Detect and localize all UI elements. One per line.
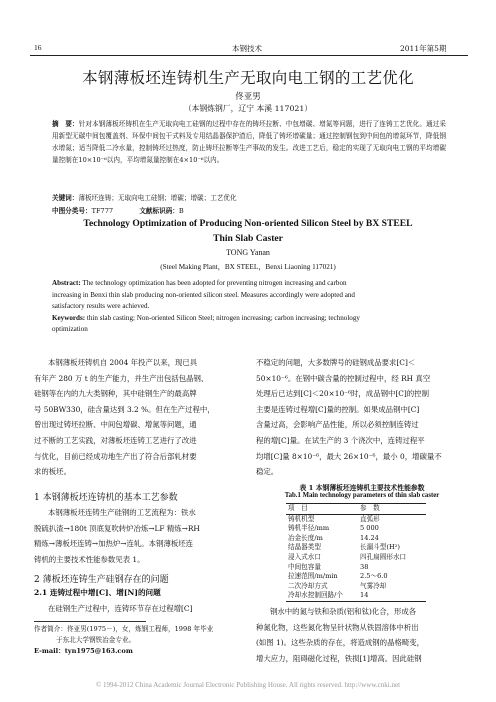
clc-label: 中图分类号：: [52, 207, 92, 215]
table-cell: 长漏斗型(H²): [360, 543, 400, 552]
text-line: 铸机的主要技术性能参数见表 1。: [34, 554, 145, 564]
table-cell: 冶金长度/m: [288, 533, 323, 542]
section-2-1-heading: 2.1 连铸过程中增[C]、增[N]的问题: [34, 588, 161, 597]
table-cell: 铸机机型: [288, 514, 315, 523]
abstract-en-line3: satisfactory results were achieved.: [52, 302, 150, 310]
footnote-school: 于东北大学钢铁冶金专业。: [56, 636, 136, 644]
abstract-cn: [52, 118, 446, 166]
table-title-cn: 表 1 本钢薄板坯连铸机主要技术性能参数: [299, 484, 425, 492]
section-1-heading: 1 本钢薄板坯连铸机的基本工艺参数: [34, 493, 178, 503]
journal-name: 本钢技术: [232, 44, 262, 53]
keywords-en-line1: [52, 313, 446, 325]
table-cell: 14.24: [360, 533, 379, 542]
table-cell: 浸入式水口: [288, 552, 321, 561]
keywords-cn: [52, 192, 446, 204]
table-header-cell: 参 数: [360, 504, 380, 512]
table-row: [286, 591, 426, 601]
text-line: 号 50BW330，硅含量达到 3.2 %。但在生产过程中，: [34, 404, 215, 414]
table-row: [286, 534, 426, 544]
doc-code-label: 文献标识码：: [139, 207, 179, 215]
affiliation-cn: （本钢炼钢厂，辽宁 本溪 117021）: [183, 104, 313, 113]
table-header-row: [286, 504, 426, 515]
clc-value: TF777: [91, 207, 114, 215]
abstract-en-line2: increasing in Benxi thin slab producing non-oriented silicon steel. Measures accordingly were adopted and: [52, 290, 355, 299]
text-line: 50×10⁻⁶。在钢中碳含量的控制过程中，经 RH 真空: [256, 373, 431, 383]
affiliation-en: (Steel Making Plant，BX STEEL，Benxi Liaoning 117021): [160, 263, 336, 271]
article-title-en-line2: Thin Slab Caster: [213, 233, 283, 244]
text-line: 曾出现过铸坯拉断、中间包增碳、增氮等问题，通: [34, 420, 197, 430]
article-title-en-line1: Technology Optimization of Producing Non-oriented Silicon Steel by BX STEEL: [83, 218, 413, 229]
text-line: 过不断的工艺实践，对薄板坯连铸工艺进行了改进: [34, 435, 197, 445]
table-cell: 气雾冷却: [360, 581, 387, 590]
text-line: (如图 1)。这些杂质的存在，将造成钢的晶格畸变，: [256, 638, 425, 648]
keywords-cn-label: 关键词：: [52, 194, 79, 202]
article-title-cn: 本钢薄板坯连铸机生产无取向电工钢的工艺优化: [82, 69, 414, 87]
table-row: [286, 553, 426, 563]
table-cell: 中间包容量: [288, 562, 321, 571]
table-cell: 5 000: [360, 524, 379, 533]
text-line: 均增[C]量 8×10⁻⁶，最大 26×10⁻⁶，最小 0，增碳量不: [256, 451, 442, 461]
text-line: 处理后已达到[C]＜20×10⁻⁶时，成品钢中[C]的控制: [256, 389, 429, 399]
abstract-cn-label: 摘 要：: [52, 120, 79, 128]
text-line: 稳定。: [256, 467, 279, 477]
table-cell: 2.5～6.0: [360, 572, 388, 581]
left-paragraph-3: [34, 601, 248, 617]
text-line: 有年产 280 万 t 的生产能力，并生产出包括包晶钢、: [34, 373, 209, 383]
text-line: 与优化，目前已经成功地生产出了符合后部轧材要: [34, 451, 197, 461]
keywords-en-line2: optimization: [52, 325, 88, 333]
abstract-en-line1: [52, 278, 446, 290]
footnote-author: 作者简介：佟亚男(1975－)，女，炼钢工程师，1998 年毕业: [34, 625, 214, 633]
author-en: TONG Yanan: [226, 248, 270, 257]
table-row: [286, 572, 426, 582]
doc-code-value: B: [178, 207, 184, 215]
right-paragraph-2: [256, 604, 468, 666]
table-cell: 38: [360, 562, 369, 571]
table-row: [286, 514, 426, 524]
text-line: 本钢薄板坯连铸生产硅钢的工艺流程为：铁水: [48, 508, 196, 517]
journal-issue: 2011年第5期: [400, 44, 447, 53]
keywords-en-label: Keywords:: [52, 313, 86, 322]
text-line: 钢水中的氮与铁和杂质(铝和钛)化合，形成各: [270, 607, 417, 616]
classification-line: [52, 205, 446, 217]
keywords-cn-text: 薄板坯连铸；无取向电工硅钢；增碳；增碳；工艺优化: [78, 194, 237, 202]
text-line: 主要是连铸过程增[C]量的控制。如果成品钢中[C]: [256, 404, 420, 414]
section-2-heading: 2 薄板坯连铸生产硅钢存在的问题: [34, 575, 169, 585]
text-line: 本钢薄板坯铸机自 2004 年投产以来，现已具: [48, 358, 198, 367]
abstract-en-label: Abstract:: [52, 279, 81, 287]
text-line: 含量过高，会影响产品性能，所以必须控制连铸过: [256, 420, 419, 430]
table-header-cell: 项 目: [288, 504, 308, 512]
left-paragraph-2: [34, 505, 248, 567]
right-paragraph-1: [256, 355, 468, 480]
table-1: [286, 503, 426, 602]
header-rule: [30, 55, 468, 56]
author-footnote: [34, 624, 248, 657]
table-cell: 拉速范围/m/min: [288, 572, 338, 581]
table-row: [286, 563, 426, 573]
footnote-email: E-mail：tyn1975@163.com: [34, 647, 133, 655]
abstract-cn-text: 针对本钢薄板坯铸机在生产无取向电工硅钢的过程中存在的铸坯拉断、中包增碳、增氮等问题，进行了连铸工艺优化。通过采用新型无碳中间包覆盖剂、环保中间包干式料及专用结晶器保护渣后，降低了铸坯增碳量；通过控制钢包到中间包的增氮环节，降低钢水增氮；适当降低二冷水量，控制铸坯过热度，防止铸坯拉断等生产事故的发生。改进工艺后，稳定的实现了无取向电工钢的平均增碳量控制在10×10⁻⁶以内，平均增氮量控制在4×10⁻⁶以内。: [52, 120, 446, 164]
table-row: [286, 524, 426, 534]
keywords-en-text1: thin slab casting; Non-oriented Silicon Steel; nitrogen increasing; carbon increasing; technology: [86, 313, 360, 322]
table-row: [286, 543, 426, 553]
table-cell: 四孔扁圆形水口: [360, 552, 407, 561]
copyright-footer: © 1994-2012 China Academic Journal Electronic Publishing House. All rights reserved. http://www.cnki.net: [95, 681, 401, 689]
page-number: 16: [34, 43, 42, 52]
table-cell: 冷却水控制回路/个: [288, 591, 343, 600]
text-line: 硅钢等在内的九大类钢种，其中硅钢生产的最高牌: [34, 389, 197, 399]
table-title-en: Tab.1 Main technology parameters of thin slab caster: [284, 492, 440, 499]
footnote-rule: [34, 621, 146, 622]
abstract-en-text1: The technology optimization has been adopted for preventing nitrogen increasing and carbon: [82, 279, 347, 287]
table-row: [286, 582, 426, 592]
text-line: 增大应力，阻碍磁化过程，铁损[1]增高。因此硅钢: [256, 653, 422, 663]
author-cn: 佟亚男: [235, 92, 261, 102]
text-line: 求的板坯。: [34, 467, 71, 477]
text-line: 种氮化物，这些氮化物呈针状物从铁固溶体中析出: [256, 622, 419, 632]
text-line: 精炼→薄板坯连铸→加热炉→连轧。本钢薄板坯连: [34, 539, 194, 549]
table-cell: 铸机半径/mm: [288, 524, 330, 533]
text-line: 脱硫扒渣→180t 顶底复吹转炉冶炼→LF 精炼→RH: [34, 523, 200, 533]
text-line: 在硅钢生产过程中，连铸环节存在过程增[C]: [48, 604, 193, 613]
table-cell: 二次冷却方式: [288, 581, 328, 590]
left-paragraph-1: [34, 355, 248, 480]
abstract-en: [52, 278, 446, 336]
table-cell: 14: [360, 591, 369, 600]
text-line: 不稳定的问题，大多数牌号的硅钢成品要求[C]＜: [256, 358, 416, 367]
text-line: 程的增[C]量。在试生产的 3 个浇次中，连铸过程平: [256, 435, 425, 445]
table-cell: 结晶器类型: [288, 543, 321, 552]
table-cell: 直弧形: [360, 514, 380, 523]
